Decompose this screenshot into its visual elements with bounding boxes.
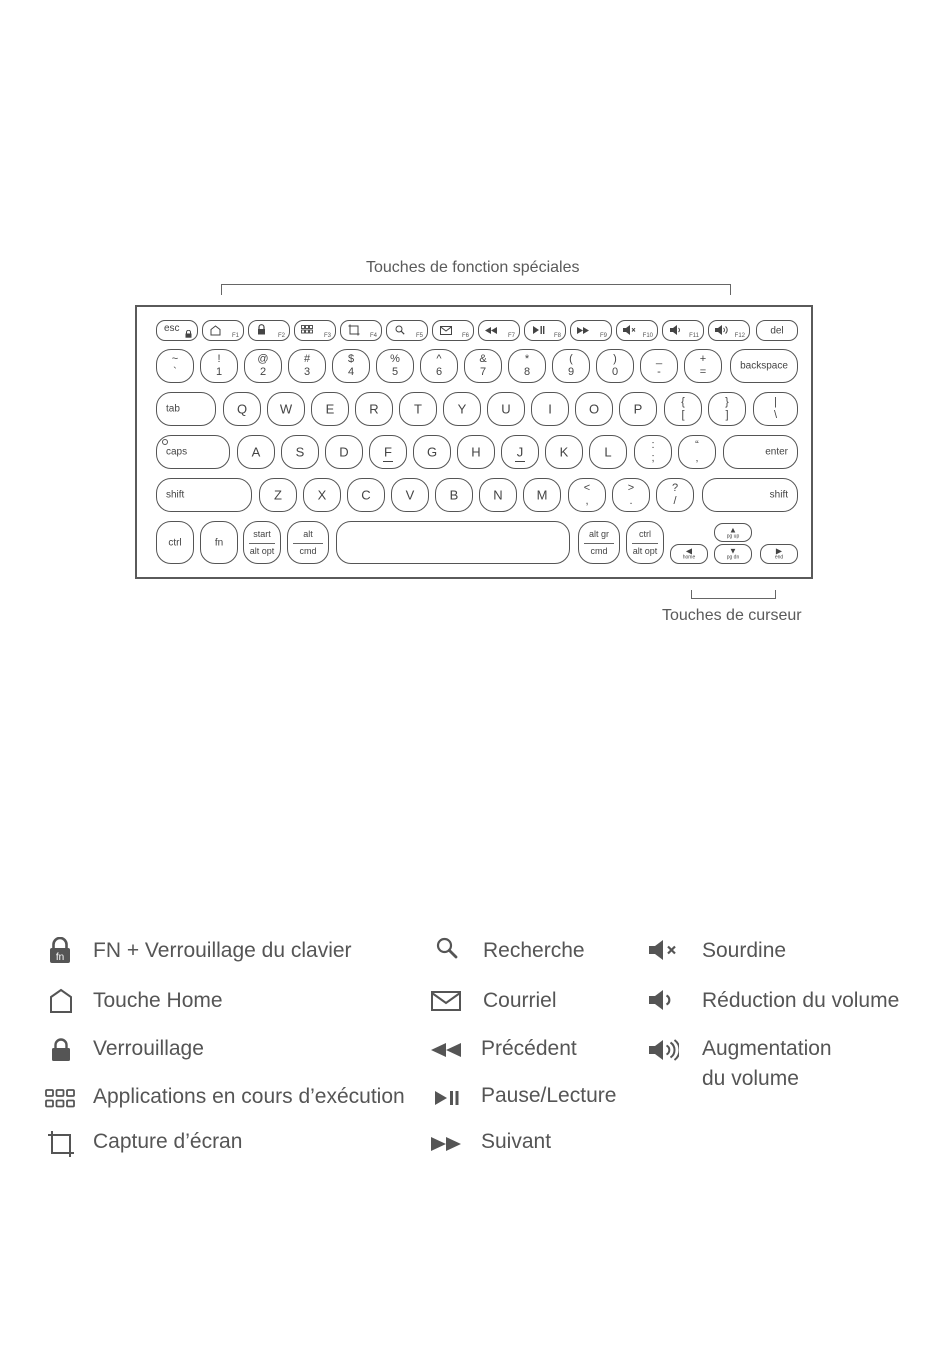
key-e-label: E bbox=[325, 401, 335, 417]
key-c-label: C bbox=[361, 487, 371, 503]
key-6-base: 6 bbox=[435, 366, 443, 378]
arrow-down-icon: ▼ bbox=[729, 546, 737, 556]
key-h bbox=[457, 435, 495, 469]
home-icon bbox=[49, 988, 73, 1014]
key-bracket-close-shift: } bbox=[725, 396, 729, 408]
key-o bbox=[575, 392, 613, 426]
play-pause-icon bbox=[435, 1091, 459, 1105]
key-4 bbox=[332, 349, 370, 383]
key-k bbox=[545, 435, 583, 469]
key-n-label: N bbox=[493, 487, 503, 503]
key-z bbox=[259, 478, 297, 512]
key-slash-base: / bbox=[673, 495, 677, 507]
key-k-label: K bbox=[559, 444, 569, 460]
special-function-keys-bracket bbox=[221, 284, 731, 295]
key-2 bbox=[244, 349, 282, 383]
key-f1 bbox=[202, 320, 244, 341]
key-caps bbox=[156, 435, 230, 469]
key-t-label: T bbox=[414, 401, 422, 417]
fn-lock-icon bbox=[49, 937, 71, 964]
arrow-left-label: home bbox=[682, 554, 696, 561]
key-backspace-label: backspace bbox=[740, 360, 788, 372]
key-bracket-close bbox=[708, 392, 746, 426]
key-del-label: del bbox=[770, 325, 784, 336]
mail-icon bbox=[440, 326, 452, 335]
key-comma bbox=[568, 478, 606, 512]
key-7-base: 7 bbox=[479, 366, 487, 378]
key-9-shift: ( bbox=[569, 353, 573, 365]
legend-mute-label: Sourdine bbox=[702, 939, 787, 962]
key-semicolon-base: ; bbox=[651, 452, 655, 464]
key-7-shift: & bbox=[479, 353, 487, 365]
key-altgr-cmd bbox=[578, 521, 620, 564]
legend-volume-up-label-line1: Augmentation bbox=[702, 1037, 832, 1060]
previous-icon bbox=[485, 327, 497, 334]
key-f9 bbox=[570, 320, 612, 341]
key-0-base: 0 bbox=[611, 366, 619, 378]
key-pipe-shift: | bbox=[774, 396, 777, 408]
volume-up-icon bbox=[715, 325, 729, 335]
arrow-right-icon: ▶ bbox=[775, 546, 783, 556]
key-r-label: R bbox=[369, 401, 379, 417]
key-j-label: J bbox=[516, 444, 524, 460]
key-f8-label: F8 bbox=[553, 333, 561, 339]
key-bracket-open-base: [ bbox=[681, 409, 685, 421]
key-esc-label: esc bbox=[164, 323, 180, 334]
key-x-label: X bbox=[317, 487, 327, 503]
key-h-label: H bbox=[471, 444, 481, 460]
key-space bbox=[336, 521, 570, 564]
key-x bbox=[303, 478, 341, 512]
volume-up-icon bbox=[649, 1039, 679, 1061]
apps-grid-icon bbox=[301, 325, 313, 334]
key-5-shift: % bbox=[390, 353, 400, 365]
legend-play-pause-label: Pause/Lecture bbox=[481, 1084, 617, 1107]
key-tab-label: tab bbox=[166, 403, 180, 415]
key-q bbox=[223, 392, 261, 426]
key-f6-label: F6 bbox=[461, 333, 469, 339]
key-y bbox=[443, 392, 481, 426]
key-3-shift: # bbox=[303, 353, 311, 365]
arrow-up-label: pg up bbox=[726, 533, 740, 539]
key-arrow-down bbox=[714, 544, 752, 564]
key-esc bbox=[156, 320, 198, 341]
legend-next-label: Suivant bbox=[481, 1130, 552, 1153]
key-minus-shift: _ bbox=[655, 353, 663, 365]
key-period-base: . bbox=[629, 495, 633, 507]
svg-text:fn: fn bbox=[55, 952, 65, 963]
key-2-base: 2 bbox=[259, 366, 267, 378]
mail-icon bbox=[431, 991, 461, 1011]
legend-screenshot-label: Capture d’écran bbox=[93, 1130, 243, 1153]
key-del bbox=[756, 320, 798, 341]
screenshot-icon bbox=[348, 324, 360, 336]
key-altopt-right-label: alt opt bbox=[632, 546, 658, 556]
key-f4 bbox=[340, 320, 382, 341]
key-g bbox=[413, 435, 451, 469]
key-p-label: P bbox=[633, 401, 643, 417]
key-3 bbox=[288, 349, 326, 383]
key-caps-label: caps bbox=[166, 446, 188, 458]
key-alt-cmd bbox=[287, 521, 329, 564]
key-tab bbox=[156, 392, 216, 426]
key-ctrl-left bbox=[156, 521, 194, 564]
legend-previous-label: Précédent bbox=[481, 1037, 577, 1060]
key-f10-label: F10 bbox=[642, 333, 653, 339]
key-6 bbox=[420, 349, 458, 383]
key-fn-label: fn bbox=[214, 537, 224, 548]
key-ctrl-left-label: ctrl bbox=[168, 537, 182, 548]
key-v-label: V bbox=[405, 487, 415, 503]
key-f-home-bump bbox=[383, 461, 393, 462]
key-f1-label: F1 bbox=[231, 333, 239, 339]
key-f8 bbox=[524, 320, 566, 341]
key-shift-left bbox=[156, 478, 252, 512]
previous-icon bbox=[431, 1043, 461, 1057]
key-pipe bbox=[753, 392, 798, 426]
key-5 bbox=[376, 349, 414, 383]
key-w-label: W bbox=[279, 401, 293, 417]
mute-icon bbox=[623, 325, 636, 335]
key-8 bbox=[508, 349, 546, 383]
key-tilde-shift: ~ bbox=[171, 353, 179, 365]
legend-lock-label: Verrouillage bbox=[93, 1037, 204, 1060]
key-y-label: Y bbox=[457, 401, 467, 417]
legend-search-label: Recherche bbox=[483, 939, 585, 962]
key-quote-base: ‚ bbox=[695, 452, 699, 464]
cursor-keys-bracket bbox=[691, 590, 776, 599]
key-8-shift: * bbox=[524, 353, 530, 365]
key-f2-label: F2 bbox=[277, 333, 285, 339]
legend-volume-up-label-line2: du volume bbox=[702, 1067, 799, 1090]
key-alt-label: alt bbox=[303, 529, 313, 539]
key-equals-base: = bbox=[699, 366, 707, 378]
keyboard-diagram bbox=[135, 305, 813, 579]
lock-icon bbox=[51, 1038, 71, 1062]
key-l bbox=[589, 435, 627, 469]
key-7 bbox=[464, 349, 502, 383]
key-d-label: D bbox=[339, 444, 349, 460]
volume-down-icon bbox=[670, 325, 681, 335]
key-minus-base: - bbox=[657, 366, 661, 378]
key-4-shift: $ bbox=[347, 353, 355, 365]
key-e bbox=[311, 392, 349, 426]
key-ctrl-altopt bbox=[626, 521, 664, 564]
key-f5 bbox=[386, 320, 428, 341]
key-r bbox=[355, 392, 393, 426]
legend-home-label: Touche Home bbox=[93, 989, 223, 1012]
key-f2 bbox=[248, 320, 290, 341]
key-start-altopt bbox=[243, 521, 281, 564]
key-s bbox=[281, 435, 319, 469]
key-altopt-label: alt opt bbox=[249, 546, 275, 556]
key-bracket-close-base: ] bbox=[725, 409, 729, 421]
key-f-label: F bbox=[384, 444, 392, 460]
key-a-label: A bbox=[251, 444, 261, 460]
arrow-down-label: pg dn bbox=[726, 554, 740, 561]
key-n bbox=[479, 478, 517, 512]
key-t bbox=[399, 392, 437, 426]
key-shift-right-label: shift bbox=[769, 489, 788, 501]
search-icon bbox=[395, 325, 405, 335]
key-a bbox=[237, 435, 275, 469]
key-slash-shift: ? bbox=[671, 482, 679, 494]
key-cmd-right-label: cmd bbox=[590, 546, 608, 556]
key-u bbox=[487, 392, 525, 426]
key-f4-label: F4 bbox=[369, 333, 377, 339]
search-icon bbox=[436, 937, 458, 959]
key-u-label: U bbox=[501, 401, 511, 417]
key-period bbox=[612, 478, 650, 512]
key-v bbox=[391, 478, 429, 512]
key-1-shift: ! bbox=[217, 353, 221, 365]
special-function-keys-callout: Touches de fonction spéciales bbox=[366, 259, 580, 276]
key-f5-label: F5 bbox=[415, 333, 423, 339]
key-cmd-label: cmd bbox=[299, 546, 317, 556]
key-semicolon-shift: : bbox=[651, 439, 655, 451]
key-start-label: start bbox=[253, 529, 271, 539]
volume-down-icon bbox=[649, 990, 673, 1010]
key-f10 bbox=[616, 320, 658, 341]
key-p bbox=[619, 392, 657, 426]
key-divider bbox=[249, 543, 275, 544]
key-q-label: Q bbox=[236, 401, 248, 417]
key-comma-base: , bbox=[585, 495, 589, 507]
key-enter-label: enter bbox=[765, 446, 788, 458]
arrow-up-icon: ▲ bbox=[729, 525, 737, 534]
key-shift-left-label: shift bbox=[166, 489, 185, 501]
next-icon bbox=[577, 327, 589, 334]
screenshot-icon bbox=[47, 1130, 75, 1158]
legend-volume-down-label: Réduction du volume bbox=[702, 989, 900, 1012]
key-f7-label: F7 bbox=[507, 333, 515, 339]
key-z-label: Z bbox=[274, 487, 282, 503]
lock-icon bbox=[257, 324, 266, 335]
arrow-left-icon: ◀ bbox=[685, 546, 693, 556]
key-m-label: M bbox=[536, 487, 548, 503]
key-j-home-bump bbox=[515, 461, 525, 462]
key-equals bbox=[684, 349, 722, 383]
key-i bbox=[531, 392, 569, 426]
legend-fn-lock-label: FN + Verrouillage du clavier bbox=[93, 939, 352, 962]
key-arrow-right bbox=[760, 544, 798, 564]
mute-icon bbox=[649, 940, 679, 960]
key-pipe-base: \ bbox=[773, 409, 778, 421]
key-altgr-label: alt gr bbox=[588, 529, 609, 539]
key-4-base: 4 bbox=[347, 366, 355, 378]
key-semicolon bbox=[634, 435, 672, 469]
key-b-label: B bbox=[449, 487, 459, 503]
key-bracket-open bbox=[664, 392, 702, 426]
key-6-shift: ^ bbox=[436, 353, 442, 365]
key-f7 bbox=[478, 320, 520, 341]
key-tilde bbox=[156, 349, 194, 383]
key-w bbox=[267, 392, 305, 426]
key-f12-label: F12 bbox=[734, 333, 745, 339]
key-g-label: G bbox=[426, 444, 438, 460]
key-0 bbox=[596, 349, 634, 383]
key-arrow-left bbox=[670, 544, 708, 564]
caps-indicator bbox=[162, 439, 168, 445]
cursor-keys-callout: Touches de curseur bbox=[662, 607, 802, 624]
key-quote bbox=[678, 435, 716, 469]
key-f6 bbox=[432, 320, 474, 341]
key-divider bbox=[632, 543, 658, 544]
key-9-base: 9 bbox=[567, 366, 575, 378]
key-slash bbox=[656, 478, 694, 512]
key-o-label: O bbox=[588, 401, 600, 417]
key-2-shift: @ bbox=[257, 353, 269, 365]
key-b bbox=[435, 478, 473, 512]
key-tilde-base: ` bbox=[173, 366, 177, 378]
key-1 bbox=[200, 349, 238, 383]
key-8-base: 8 bbox=[523, 366, 531, 378]
legend-mail-label: Courriel bbox=[483, 989, 557, 1012]
key-l-label: L bbox=[604, 444, 612, 460]
apps-grid-icon bbox=[45, 1089, 75, 1108]
key-ctrl-right-label: ctrl bbox=[639, 529, 651, 539]
key-f9-label: F9 bbox=[599, 333, 607, 339]
key-d bbox=[325, 435, 363, 469]
key-divider bbox=[584, 543, 614, 544]
key-9 bbox=[552, 349, 590, 383]
key-5-base: 5 bbox=[391, 366, 399, 378]
legend-apps-label: Applications en cours d’exécution bbox=[93, 1085, 405, 1108]
key-bracket-open-shift: { bbox=[681, 396, 685, 408]
key-j bbox=[501, 435, 539, 469]
play-pause-icon bbox=[533, 326, 545, 334]
next-icon bbox=[431, 1137, 461, 1151]
fn-lock-icon bbox=[185, 330, 192, 338]
key-c bbox=[347, 478, 385, 512]
key-f bbox=[369, 435, 407, 469]
key-1-base: 1 bbox=[215, 366, 223, 378]
key-f11-label: F11 bbox=[689, 333, 699, 339]
key-shift-right bbox=[702, 478, 798, 512]
key-m bbox=[523, 478, 561, 512]
home-icon bbox=[210, 325, 221, 336]
arrow-right-label: end bbox=[774, 554, 784, 561]
key-f3 bbox=[294, 320, 336, 341]
key-divider bbox=[293, 543, 323, 544]
key-s-label: S bbox=[295, 444, 305, 460]
key-quote-shift: “ bbox=[695, 439, 699, 451]
key-comma-shift: < bbox=[583, 482, 591, 494]
key-0-shift: ) bbox=[613, 353, 617, 365]
key-f11 bbox=[662, 320, 704, 341]
key-f3-label: F3 bbox=[323, 333, 331, 339]
key-f12 bbox=[708, 320, 750, 341]
key-equals-shift: + bbox=[699, 353, 707, 365]
key-period-shift: > bbox=[627, 482, 635, 494]
key-backspace bbox=[730, 349, 798, 383]
key-fn bbox=[200, 521, 238, 564]
key-i-label: I bbox=[548, 401, 552, 417]
key-arrow-up bbox=[714, 523, 752, 542]
key-enter bbox=[723, 435, 798, 469]
key-minus bbox=[640, 349, 678, 383]
key-3-base: 3 bbox=[303, 366, 311, 378]
